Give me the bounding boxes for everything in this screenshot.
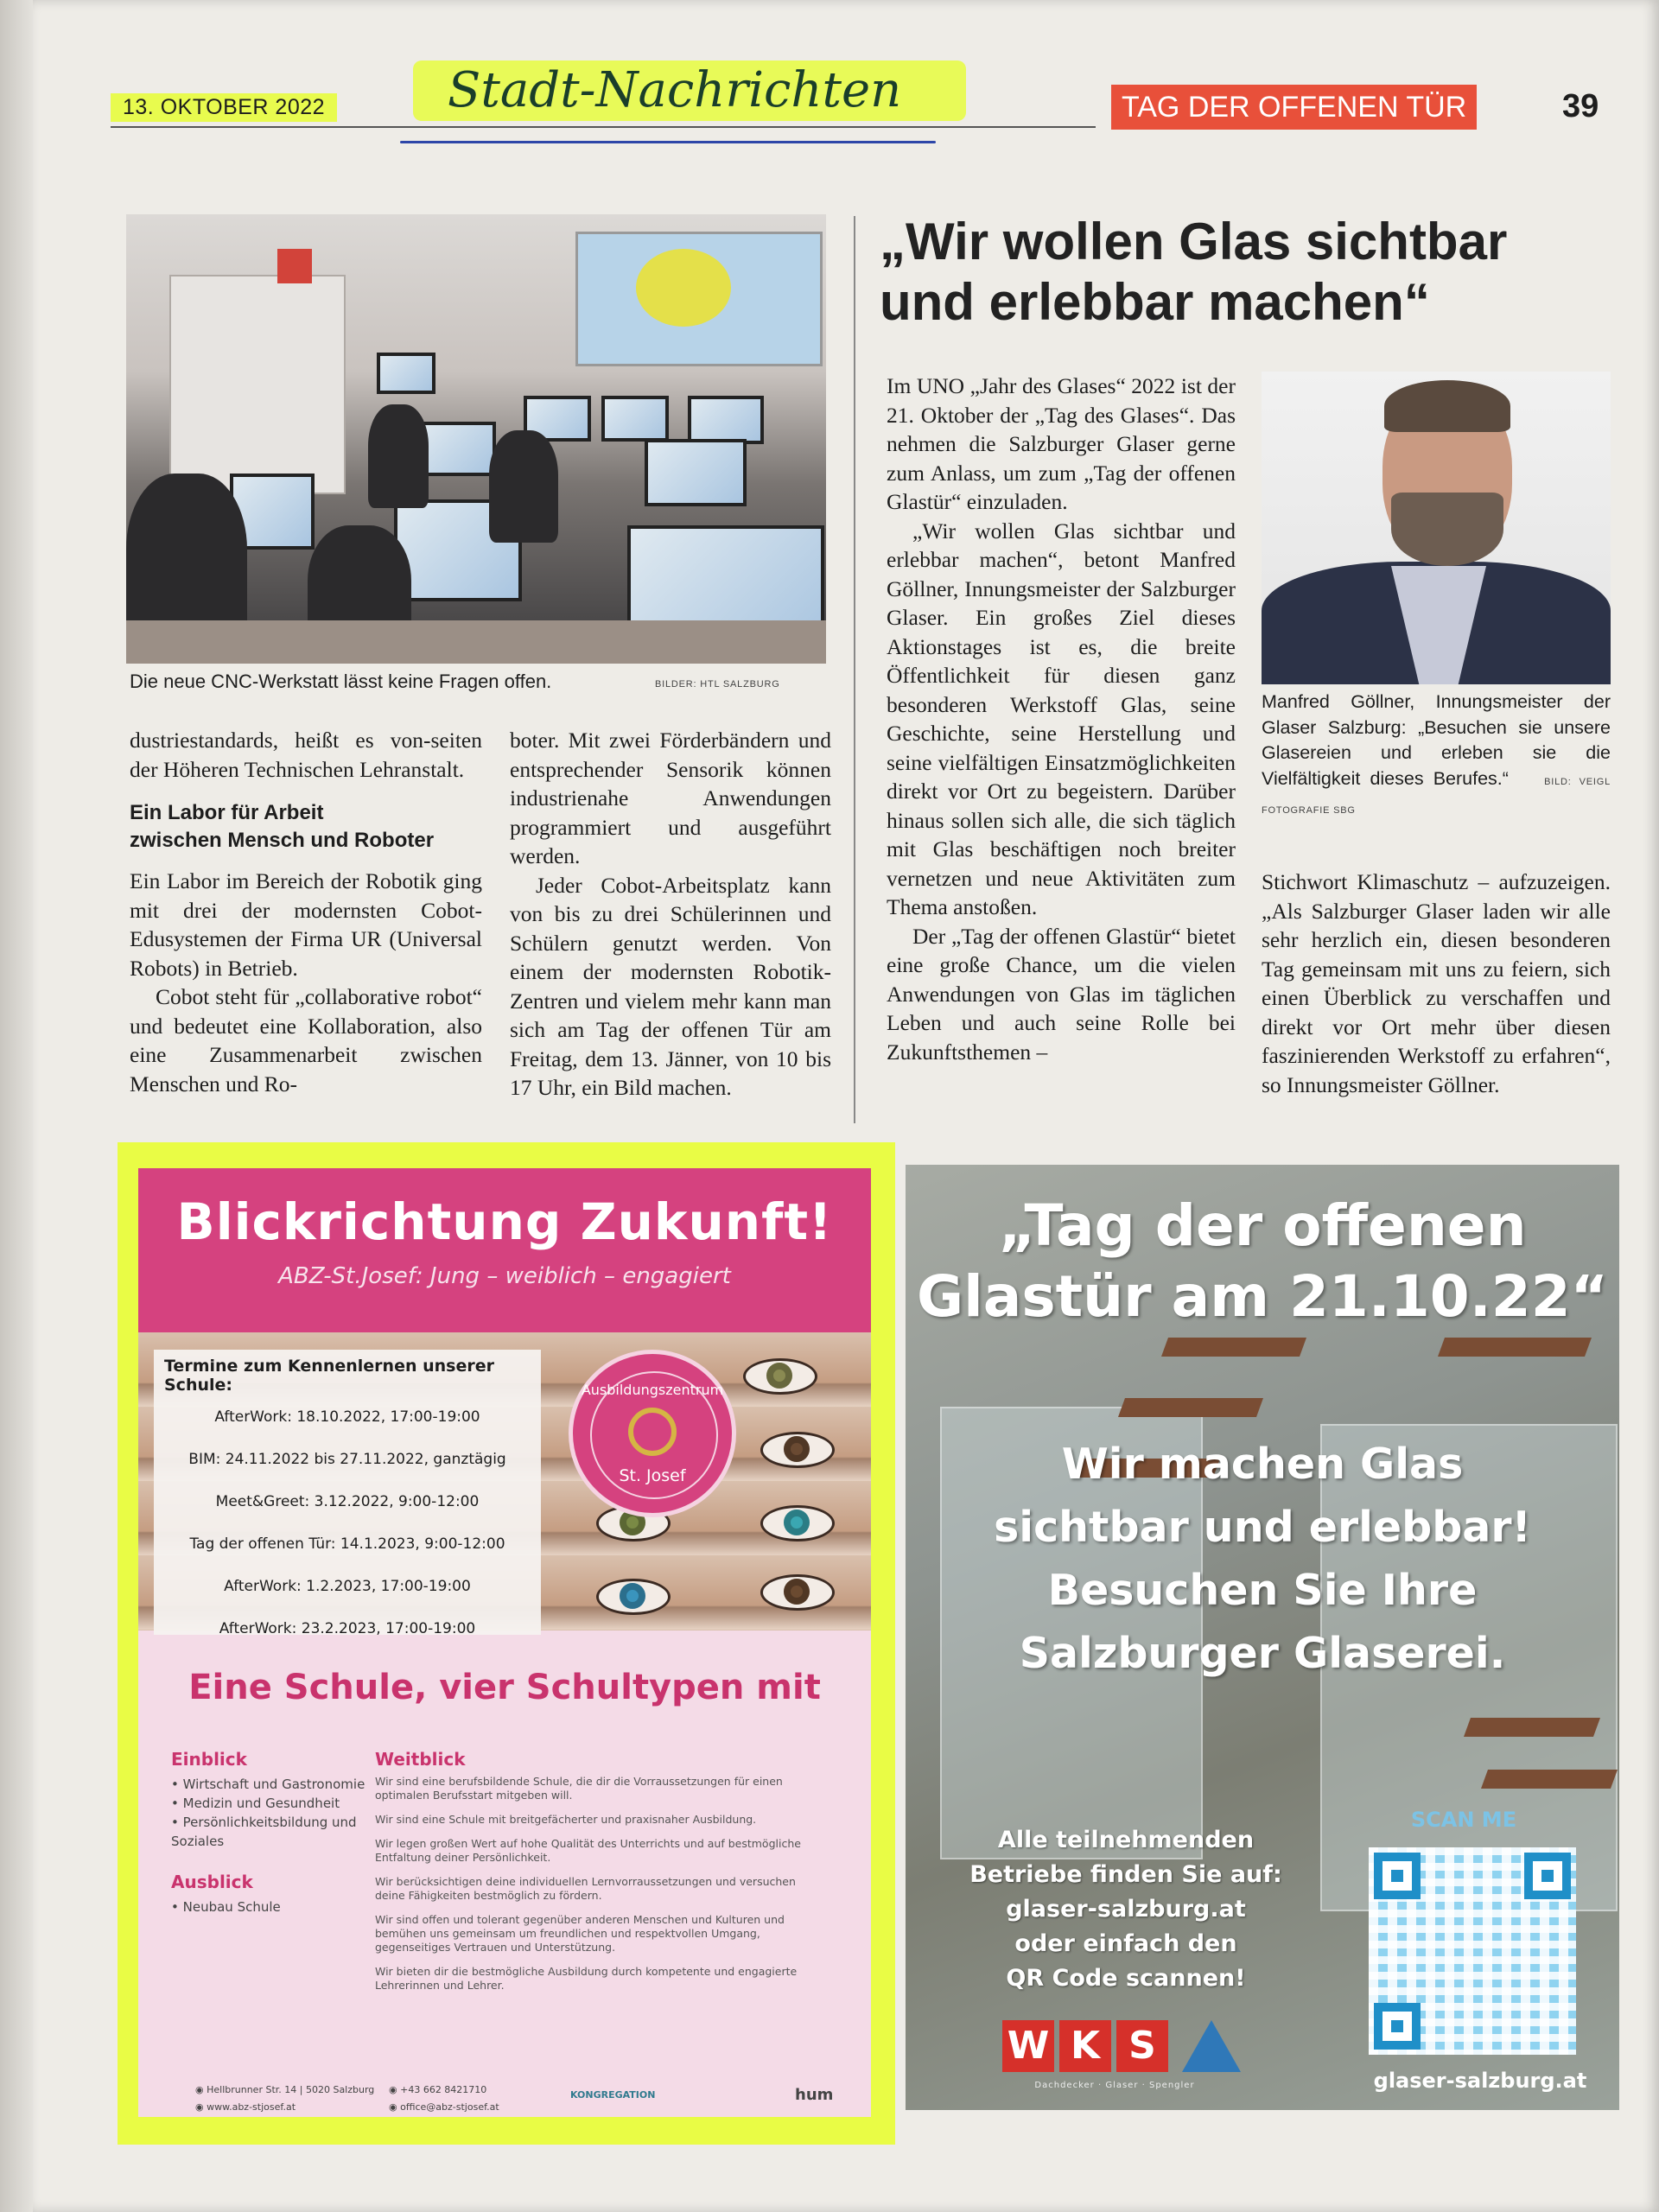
list-heading: Weitblick [375, 1749, 466, 1770]
list-heading: Einblick [171, 1749, 247, 1770]
date-row: Tag der offenen Tür: 14.1.2023, 9:00-12:00 [189, 1535, 505, 1553]
qr-finder [1524, 1853, 1571, 1899]
issue-date: 13. OKTOBER 2022 [111, 93, 337, 122]
info-line: oder einfach den [1014, 1930, 1237, 1957]
portrait-credit: BILD: VEIGL FOTOGRAFIE SBG [1262, 776, 1611, 816]
info-line: Alle teilnehmenden [997, 1827, 1255, 1853]
eye-image [760, 1432, 835, 1468]
qr-finder [1374, 2003, 1421, 2050]
portrait-beard [1391, 493, 1503, 566]
qr-finder [1374, 1853, 1421, 1899]
list-item: • Medizin und Gesundheit [171, 1796, 340, 1811]
info-line: glaser-salzburg.at [1006, 1896, 1246, 1923]
paragraph: Stichwort Klimaschutz – aufzuzeigen. „Als Salzburger Glaser laden wir alle sehr herzlich ein, diesen besonderen Tag gemeinsam mit uns zu feiern, sich einen Überblick zu verschaffen und direkt vor Ort mehr über diesen faszinierenden Werkstoff zu erfahren“, so Innungsmeister Göllner. [1262, 869, 1611, 1097]
stair-step [1161, 1338, 1306, 1357]
list-item: Wir legen großen Wert auf hohe Qualität des Unterrichts und auf bestmögliche Entfaltung deiner Persönlichkeit. [375, 1837, 801, 1864]
footer-address: Hellbrunner Str. 14 | 5020 Salzburg [207, 2084, 375, 2095]
stair-step [1464, 1718, 1600, 1737]
list-item: • Persönlichkeitsbildung und Soziales [171, 1815, 357, 1849]
list-item: Wir sind eine berufsbildende Schule, die dir die Vorraussetzungen für einen optimalen Berufsstart mitgeben will. [375, 1775, 783, 1802]
monitor [688, 396, 764, 444]
stair-step [1118, 1398, 1263, 1417]
weitblick-list [375, 1749, 824, 2003]
newspaper-page [33, 0, 1659, 2212]
glass-ad-title [906, 1191, 1619, 1332]
column-divider [854, 216, 855, 1123]
eye-image [743, 1358, 817, 1395]
paragraph: Im UNO „Jahr des Glases“ 2022 ist der 21. Oktober der „Tag des Glases“. Das nehmen die Salzburger Glaser gerne zum Anlass, um zum „Tag der offenen Glastür“ einzuladen. [887, 373, 1236, 514]
ad-motto: Eine Schule, vier Schultypen mit [188, 1668, 821, 1707]
einblick-list [171, 1749, 370, 1916]
list-item: • Wirtschaft und Gastronomie [171, 1777, 365, 1792]
workbench [126, 620, 826, 664]
date-row: AfterWork: 23.2.2023, 17:00-19:00 [219, 1620, 476, 1637]
list-item-text: Wirtschaft und Gastronomie [182, 1777, 365, 1792]
subheading [130, 799, 482, 855]
title-line: „Tag der offenen [998, 1192, 1527, 1259]
machine-label [277, 249, 312, 283]
wks-logo [1002, 2020, 1168, 2072]
hum-logo: hum [795, 2086, 834, 2104]
message-line: Salzburger Glaserei. [1019, 1629, 1506, 1678]
logo-letter: K [1059, 2020, 1111, 2072]
dates-heading: Termine zum Kennenlernen unserer Schule: [164, 1357, 494, 1395]
ad-banner [138, 1168, 871, 1332]
badge-top-text: Ausbildungszentrum [581, 1382, 724, 1398]
date-row: Meet&Greet: 3.12.2022, 9:00-12:00 [215, 1493, 480, 1510]
school-logo-badge [569, 1350, 736, 1517]
badge-bottom-text: St. Josef [619, 1466, 686, 1485]
page-number: 39 [1562, 88, 1599, 124]
list-item-text: Medizin und Gesundheit [182, 1796, 340, 1811]
handwritten-underline [400, 141, 936, 143]
subheading-line: Ein Labor für Arbeit [130, 801, 324, 824]
photo-credit: BILDER: HTL SALZBURG [655, 679, 780, 690]
wks-logo-subtitle: Dachdecker · Glaser · Spengler [1034, 2081, 1195, 2090]
list-item: Wir bieten dir die bestmögliche Ausbildung durch kompetente und engagierte Lehrerinnen und Lehrer. [375, 1965, 798, 1992]
glass-ad-url: glaser-salzburg.at [1373, 2069, 1587, 2093]
paragraph: Cobot steht für „collaborative robot“ und bedeutet eine Kollaboration, also eine Zusammenarbeit zwischen Menschen und Ro- [130, 984, 482, 1096]
eye-image [596, 1579, 671, 1615]
stair-step [1481, 1770, 1618, 1789]
ad-subtitle: ABZ-St.Josef: Jung – weiblich – engagiert [278, 1263, 731, 1289]
message-line: Wir machen Glas [1061, 1440, 1464, 1489]
student [489, 430, 558, 543]
portrait-caption [1262, 690, 1611, 824]
kongregation-logo: KONGREGATION [570, 2089, 656, 2101]
people-circle-icon [628, 1408, 677, 1456]
handwritten-note: Stadt-Nachrichten [413, 60, 966, 121]
article-column-1 [130, 726, 482, 1098]
student [368, 404, 429, 508]
portrait-caption-text: Manfred Göllner, Innungsmeister der Glaser Salzburg: „Besuchen sie unsere Glasereien und erleben sie die Vielfältigkeit dieses Berufes.“ [1262, 691, 1611, 789]
monitor [420, 422, 496, 476]
paragraph: „Wir wollen Glas sichtbar und erlebbar machen“, betont Manfred Göllner, Innungsmeister der Salzburger Glaser. Ein großes Ziel dieses Aktionstages ist es, die breite Öffentlichkeit für diesen ganz besonderen Werkstoff Glas, seine Geschichte, seine Herstellung und seine vielfältigen Einsatzmöglichkeiten direkt vor Ort zu begeistern. Darüber hinaus sollen sich alle, die sich täglich mit Glas beschäftigen noch breiter vernetzen und neue Aktivitäten zum Thema anstoßen. [887, 518, 1236, 919]
ad-footer-mail: ◉ office@abz-stjosef.at [389, 2101, 499, 2113]
logo-letter: S [1116, 2020, 1168, 2072]
title-line: Glastür am 21.10.22“ [916, 1263, 1609, 1330]
article-column-4 [1262, 868, 1611, 1099]
message-line: Besuchen Sie Ihre [1047, 1566, 1478, 1615]
adjacent-page-edge [0, 0, 33, 2212]
ad-title: Blickrichtung Zukunft! [176, 1192, 833, 1251]
footer-phone: +43 662 8421710 [400, 2084, 487, 2095]
scan-me-label: SCAN ME [1410, 1808, 1517, 1832]
glass-ad-message [906, 1433, 1619, 1685]
footer-web: www.abz-stjosef.at [207, 2101, 296, 2113]
info-line: QR Code scannen! [1006, 1965, 1246, 1992]
ad-footer-web: ◉ www.abz-stjosef.at [195, 2101, 296, 2113]
footer-mail: office@abz-stjosef.at [400, 2101, 499, 2113]
stair-step [1438, 1338, 1592, 1357]
wks-triangle-icon [1182, 2020, 1241, 2072]
paragraph: Jeder Cobot-Arbeitsplatz kann von bis zu drei Schülerinnen und Schülern genutzt werden. Von einem der modernsten Robotik-Zentren und vielem mehr kann man sich am Tag der offenen Tür am Freitag, dem 13. Jänner, von 10 bis 17 Uhr, ein Bild machen. [510, 872, 831, 1100]
photo-caption: Die neue CNC-Werkstatt lässt keine Fragen offen. [130, 671, 552, 692]
eye-image [760, 1574, 835, 1611]
header-rule [111, 126, 1096, 128]
info-line: Betriebe finden Sie auf: [969, 1861, 1282, 1888]
school-advertisement [138, 1168, 871, 2117]
list-item: Wir berücksichtigen deine individuellen Lernvorraussetzungen und versuchen deine Fähigkeiten bestmöglich zu fördern. [375, 1875, 796, 1902]
logo-letter: W [1002, 2020, 1054, 2072]
subheading-line: zwischen Mensch und Roboter [130, 829, 435, 852]
cnc-workshop-photo [126, 214, 826, 664]
paragraph: dustriestandards, heißt es von-seiten der Höheren Technischen Lehranstalt. [130, 728, 482, 782]
portrait-photo [1262, 372, 1611, 684]
monitor [645, 439, 747, 506]
monitor [377, 353, 435, 394]
dates-box [154, 1350, 541, 1635]
list-item: Wir sind offen und tolerant gegenüber anderen Menschen und Kulturen und bemühen uns gemeinsam um freundlichen und respektvollen Umgang, gegenseitiges Vertrauen und Unterstützung. [375, 1913, 785, 1954]
list-item: • Neubau Schule [171, 1899, 281, 1915]
list-heading: Ausblick [171, 1872, 253, 1892]
portrait-hair [1384, 380, 1510, 432]
date-row: BIM: 24.11.2022 bis 27.11.2022, ganztägig [188, 1451, 506, 1468]
ad-footer-address: ◉ Hellbrunner Str. 14 | 5020 Salzburg [195, 2084, 375, 2095]
date-row: AfterWork: 18.10.2022, 17:00-19:00 [214, 1408, 480, 1426]
ad-footer-phone: ◉ +43 662 8421710 [389, 2084, 487, 2095]
eye-image [760, 1505, 835, 1541]
paragraph: Ein Labor im Bereich der Robotik ging mit drei der modernsten Cobot-Edusystemen der Firma UR (Universal Robots) in Betrieb. [130, 868, 482, 981]
section-tag: TAG DER OFFENEN TÜR [1111, 85, 1477, 130]
message-line: sichtbar und erlebbar! [994, 1503, 1531, 1552]
paragraph: Der „Tag der offenen Glastür“ bietet eine große Chance, um die vielen Anwendungen von Glas im täglichen Leben und auch seine Rolle bei Zukunftsthemen – [887, 923, 1236, 1065]
article-column-2 [510, 726, 831, 1103]
glass-ad-info [923, 1823, 1329, 1996]
projection-graphic [636, 249, 731, 327]
article-headline: „Wir wollen Glas sichtbar und erlebbar machen“ [880, 213, 1508, 331]
qr-code-icon [1369, 1847, 1576, 2055]
monitor [601, 396, 669, 442]
article-column-3 [887, 372, 1236, 1066]
list-item: Wir sind eine Schule mit breitgefächerter und praxisnaher Ausbildung. [375, 1813, 757, 1826]
paragraph: boter. Mit zwei Förderbändern und entsprechender Sensorik können industrienahe Anwendungen programmiert und ausgeführt werden. [510, 728, 831, 868]
list-item-text: Persönlichkeitsbildung und Soziales [171, 1815, 357, 1849]
cnc-machine [169, 275, 346, 494]
list-item-text: Neubau Schule [182, 1899, 281, 1915]
date-row: AfterWork: 1.2.2023, 17:00-19:00 [224, 1578, 471, 1595]
glass-advertisement [906, 1165, 1619, 2110]
